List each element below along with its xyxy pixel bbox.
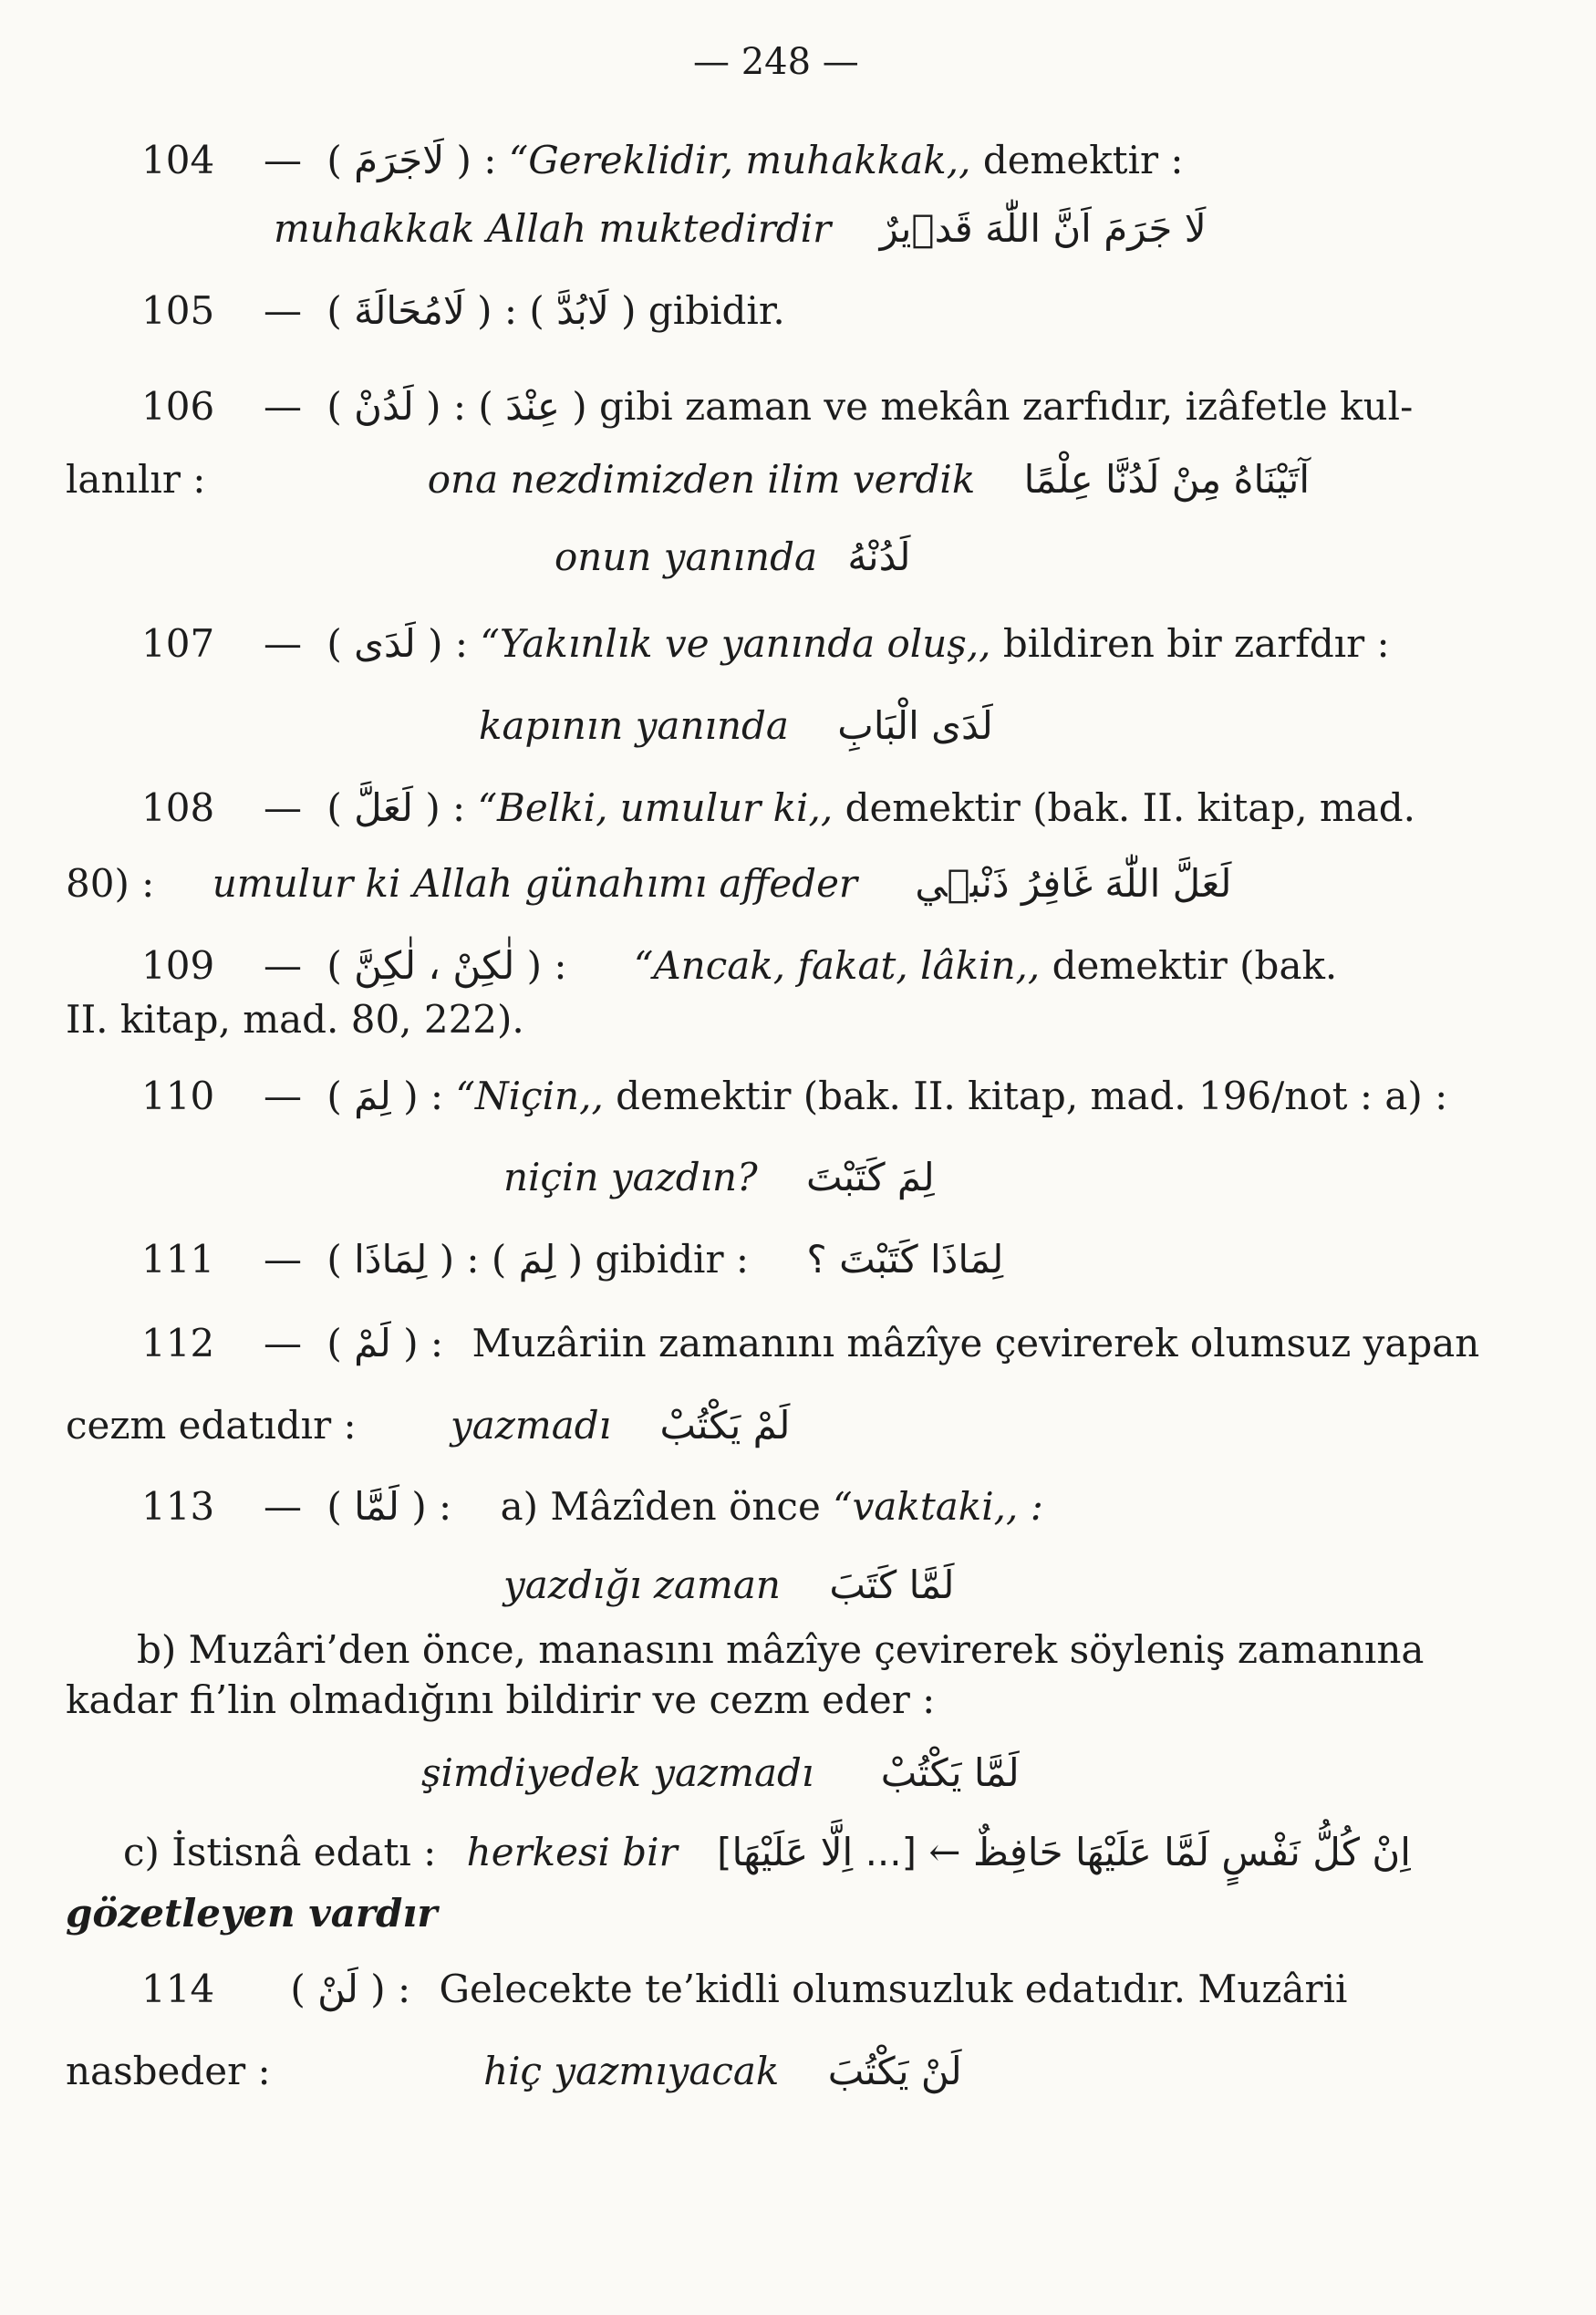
entry-definition-tail: demektir (bak. II. kitap, mad. 196/not : a) : [616,1074,1448,1118]
example-turkish: yazmadı [451,1403,612,1448]
entry-104-example [274,205,1207,253]
arabic-synonym: لِمَ [518,1237,556,1282]
arabic-headword: لَامُحَالَةَ [354,288,465,333]
example-turkish: gözetleyen vardır [66,1891,438,1936]
example-arabic: لَمْ يَكْتُبْ [659,1403,791,1448]
example-arabic: لَدُنْهُ [847,535,911,579]
entry-107-line-1: 107 — ( لَدَى ) : “Yakınlık ve yanında oluş,, bildiren bir zarfdır : [141,621,1390,666]
page-number: — 248 — [693,41,859,83]
entry-definition-tail: gibidir. [648,288,785,333]
arabic-headword: لِمَاذَا [354,1237,428,1282]
entry-dash: — [264,288,302,333]
example-arabic: لَا جَرَمَ اَنَّ اللّٰهَ قَد۪يرٌ [879,206,1207,251]
example-turkish: onun yanında [554,535,818,579]
entry-definition-tail: a) Mâzîden önce [500,1484,821,1529]
entry-104-line-1: 104 — ( لَاجَرَمَ ) : “Gereklidir, muhakkak,, demektir : [141,138,1184,182]
entry-113-example-b [421,1749,1020,1797]
entry-definition: “Gereklidir, muhakkak,, [508,138,971,182]
entry-definition: “Belki, umulur ki,, [477,785,834,830]
example-turkish: kapının yanında [479,703,789,748]
example-turkish: yazdığı zaman [503,1562,781,1607]
example-arabic: لَدَى الْبَابِ [837,703,993,748]
entry-number: 112 [141,1321,215,1365]
arabic-headword: لِمَ [354,1074,391,1118]
entry-number: 108 [141,785,215,830]
entry-109-line-2 [66,996,524,1043]
arabic-headword: لٰكِنْ ، لٰكِنَّ [354,943,515,988]
entry-definition-tail: gibi zaman ve mekân zarfıdır, izâfetle kul- [598,384,1414,429]
entry-109-line-1: 109 — ( لٰكِنْ ، لٰكِنَّ ) : “Ancak, fakat, lâkin,, demektir (bak. [141,943,1338,988]
entry-dash: — [264,943,302,988]
entry-number: 111 [141,1237,215,1282]
example-turkish: şimdiyedek yazmadı [421,1750,814,1795]
entry-definition-tail: Muzâriin zamanını mâzîye çevirerek olumsuz yapan [472,1321,1480,1365]
entry-106-line-2 [66,456,1310,503]
example-arabic: اِنْ كُلُّ نَفْسٍ لَمَّا عَلَيْهَا حَافِظٌ [972,1830,1411,1874]
entry-definition-tail: Gelecekte te’kidli olumsuzluk edatıdır. Muzârii [439,1967,1348,2011]
entry-113-c-line [123,1829,1411,1876]
entry-number: 106 [141,384,215,429]
entry-number: 114 [141,1967,215,2011]
entry-definition: “vaktaki,, : [833,1484,1043,1529]
entry-definition: “Ancak, fakat, lâkin,, [633,943,1041,988]
entry-113-line-1: 113 — ( لَمَّا ) : a) Mâzîden önce “vaktaki,, : [141,1484,1043,1529]
entry-dash: — [264,1484,302,1529]
example-arabic: لِمَاذَا كَتَبْتَ ؟ [806,1237,1004,1282]
arabic-synonym: عِنْدَ [505,384,560,429]
entry-definition: “Niçin,, [455,1074,604,1118]
entry-definition-tail: demektir : [982,138,1184,182]
arabic-bracket-phrase: [... اِلَّا عَلَيْهَا] [717,1830,917,1874]
example-turkish: umulur ki Allah günahımı affeder [212,861,857,906]
entry-definition-tail: bildiren bir zarfdır : [1002,621,1390,666]
entry-dash: — [264,1237,302,1282]
entry-continuation: 80) : [66,861,155,906]
entry-108-line-1: 108 — ( لَعَلَّ ) : “Belki, umulur ki,, demektir (bak. II. kitap, mad. [141,785,1416,830]
entry-113-c-label: c) İstisnâ edatı : [123,1830,437,1874]
entry-105-line-1: 105 — ( لَامُحَالَةَ ) : ( لَابُدَّ ) gibidir. [141,288,785,333]
arabic-headword: لَدَى [354,621,416,666]
example-arabic: آتَيْنَاهُ مِنْ لَدُنَّا عِلْمًا [1023,457,1311,502]
arabic-synonym: لَابُدَّ [556,288,609,333]
arabic-headword: لَنْ [317,1967,358,2011]
entry-106-example-2 [554,534,910,581]
example-turkish: hiç yazmıyacak [483,2049,780,2093]
entry-113-c-continuation [66,1890,438,1937]
arabic-headword: لَدُنْ [354,384,414,429]
example-arabic: لَعَلَّ اللّٰهَ غَافِرُ ذَنْب۪ي [915,861,1232,906]
entry-definition-tail: gibidir : [595,1237,750,1282]
example-turkish: herkesi bir [466,1830,678,1874]
example-arabic: لَنْ يَكْتُبَ [827,2049,962,2093]
example-turkish: ona nezdimizden ilim verdik [427,457,976,502]
entry-definition-tail: demektir (bak. II. kitap, mad. [845,785,1416,830]
entry-number: 105 [141,288,215,333]
arabic-headword: لَمْ [354,1321,391,1365]
entry-continuation: II. kitap, mad. 80, 222). [66,997,524,1042]
entry-dash: — [264,1321,302,1365]
entry-113-b-line-1 [137,1626,1424,1674]
entry-113-example-a [503,1562,954,1609]
arrow-left-icon: ← [928,1830,961,1874]
entry-107-example [479,702,993,750]
entry-continuation: nasbeder : [66,2049,271,2093]
entry-dash: — [264,621,302,666]
entry-114-line-2 [66,2048,962,2095]
entry-number: 109 [141,943,215,988]
entry-dash: — [264,138,302,182]
example-arabic: لِمَ كَتَبْتَ [805,1155,935,1199]
entry-114-line-1: 114 ( لَنْ ) : Gelecekte te’kidli olumsuzluk edatıdır. Muzârii [141,1967,1348,2011]
entry-number: 113 [141,1484,215,1529]
entry-continuation: lanılır : [66,457,206,502]
entry-112-line-1: 112 — ( لَمْ ) : Muzâriin zamanını mâzîye çevirerek olumsuz yapan [141,1321,1480,1365]
entry-number: 104 [141,138,215,182]
arabic-headword: لَاجَرَمَ [354,138,445,182]
entry-110-line-1: 110 — ( لِمَ ) : “Niçin,, demektir (bak. II. kitap, mad. 196/not : a) : [141,1074,1448,1118]
entry-definition-tail: demektir (bak. [1052,943,1338,988]
entry-dash: — [264,1074,302,1118]
example-arabic: لَمَّا كَتَبَ [829,1562,955,1607]
entry-continuation: cezm edatıdır : [66,1403,357,1448]
entry-112-line-2 [66,1402,790,1449]
entry-113-b-line-2 [66,1677,935,1724]
entry-number: 110 [141,1074,215,1118]
arabic-headword: لَعَلَّ [354,785,413,830]
entry-dash: — [264,384,302,429]
entry-number: 107 [141,621,215,666]
entry-108-line-2 [66,860,1231,908]
example-turkish: niçin yazdın? [503,1155,758,1199]
example-turkish: muhakkak Allah muktedirdir [274,206,832,251]
entry-dash: — [264,785,302,830]
arabic-headword: لَمَّا [354,1484,399,1529]
entry-111-line-1: 111 — ( لِمَاذَا ) : ( لِمَ ) gibidir : لِمَاذَا كَتَبْتَ ؟ [141,1237,1004,1282]
entry-113-b-text-1: b) Muzâri’den önce, manasını mâzîye çevirerek söyleniş zamanına [137,1627,1425,1672]
entry-106-line-1: 106 — ( لَدُنْ ) : ( عِنْدَ ) gibi zaman ve mekân zarfıdır, izâfetle kul- [141,384,1414,429]
entry-110-example [503,1154,935,1201]
example-arabic: لَمَّا يَكْتُبْ [880,1750,1020,1795]
entry-definition: “Yakınlık ve yanında oluş,, [480,621,991,666]
entry-113-b-text-2: kadar fi’lin olmadığını bildirir ve cezm eder : [66,1677,936,1722]
